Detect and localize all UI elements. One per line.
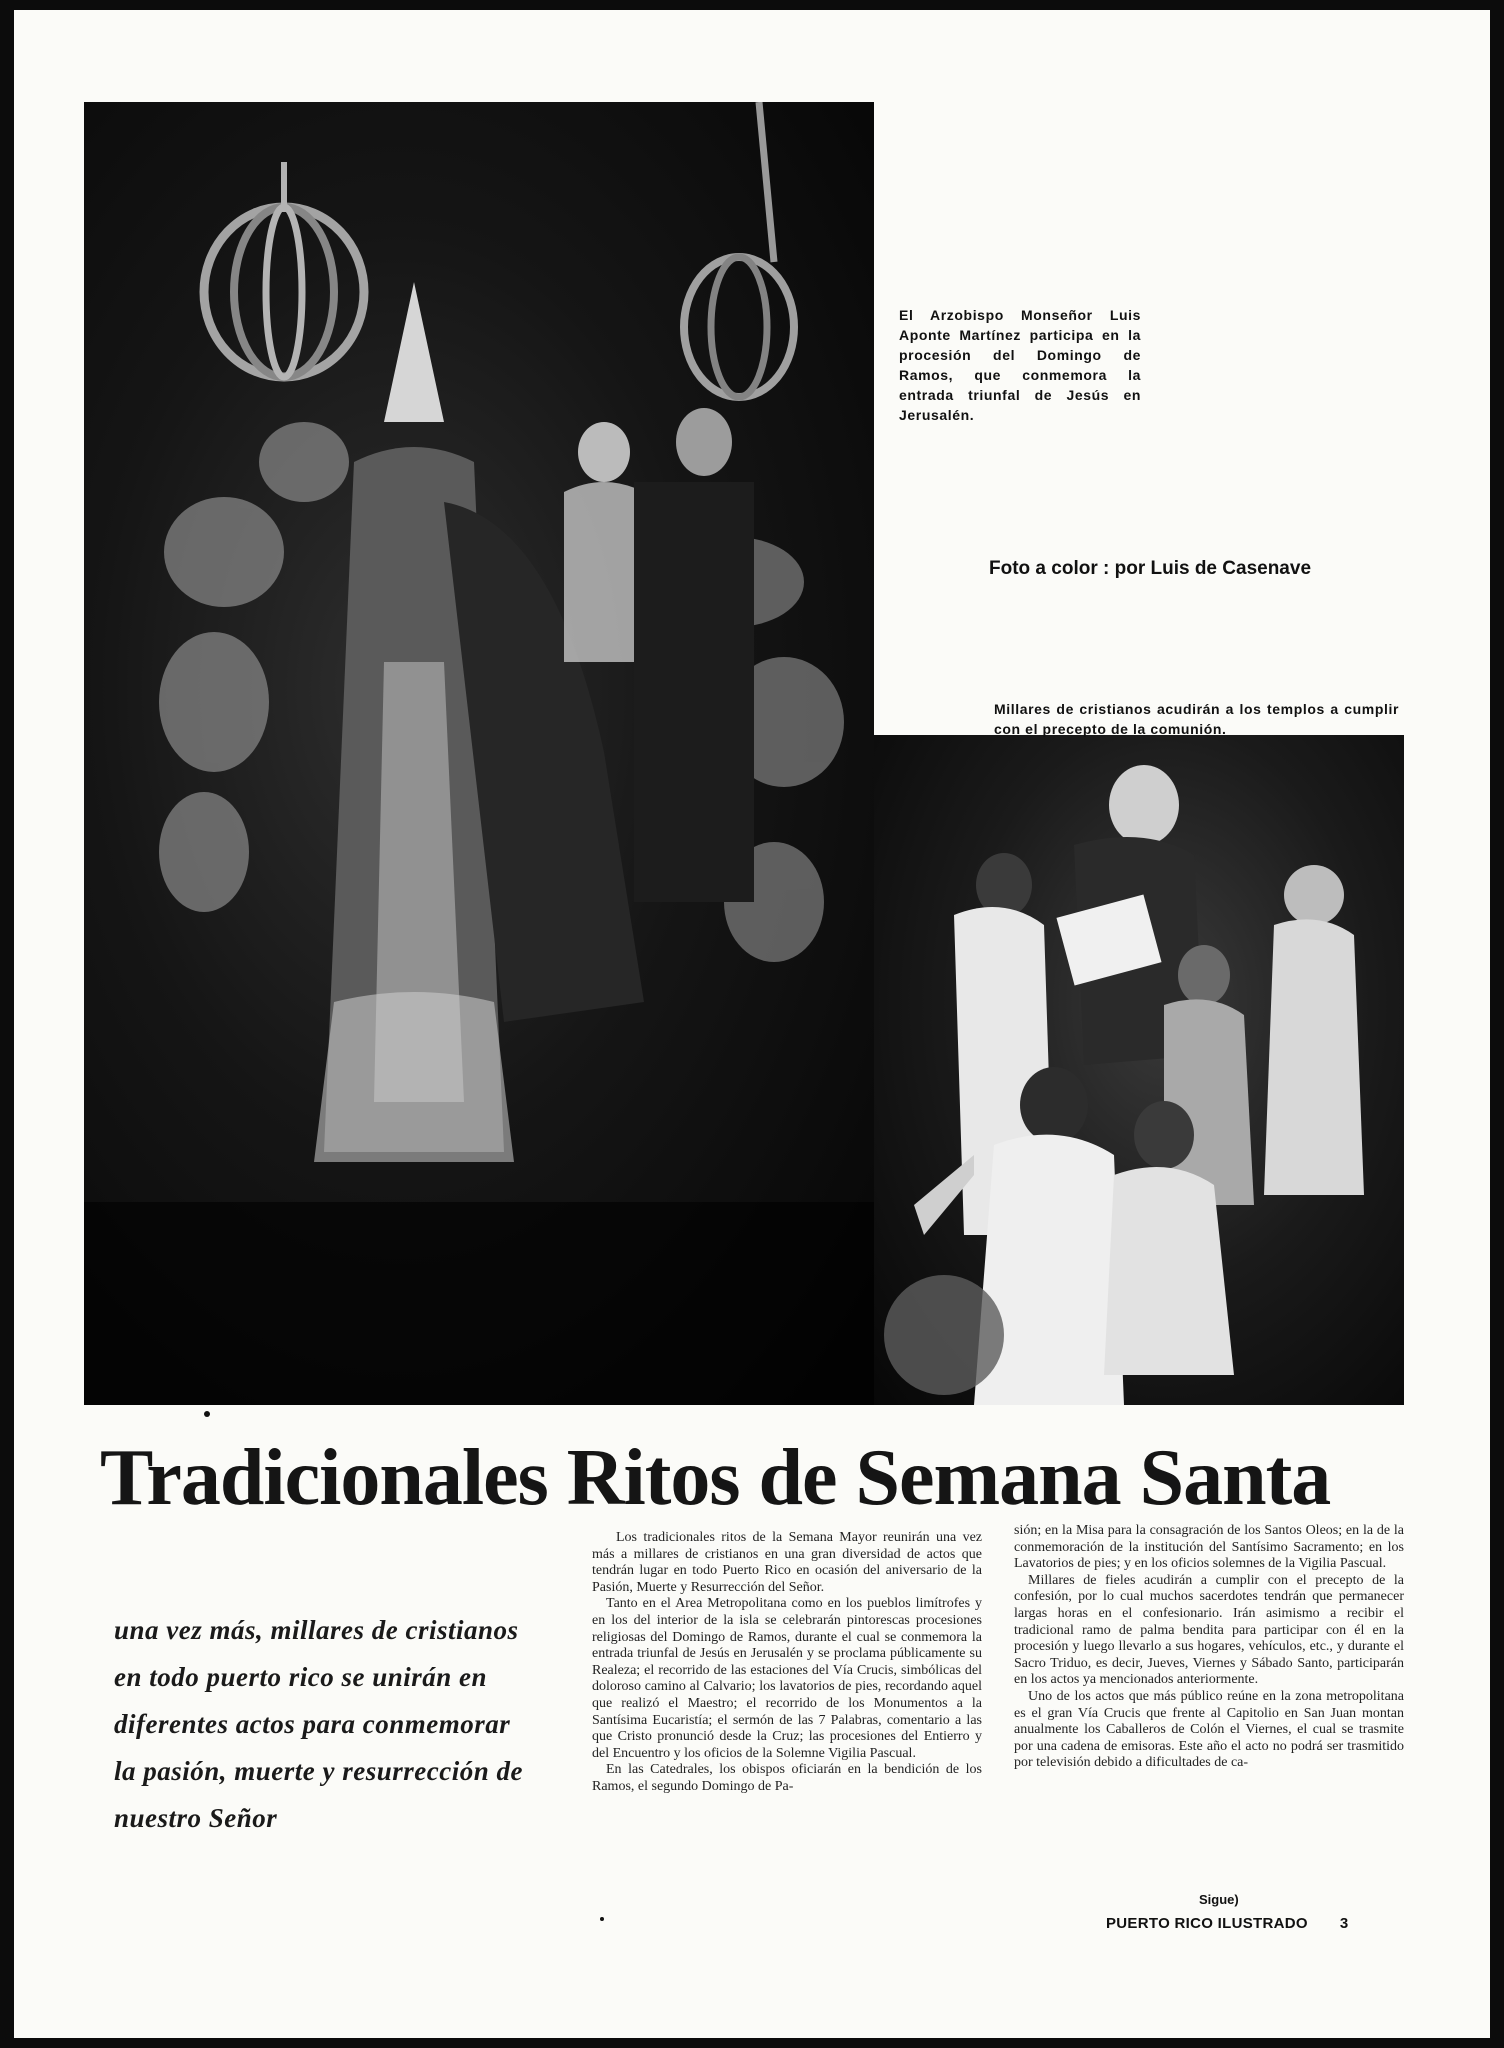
article-paragraph: Tanto en el Area Metropolitana como en los pueblos limítrofes y en los del interior de la isla se celebrarán pintorescas procesiones religiosas del Domingo de Ramos, durante el cual se conmemora la entrada triunfal de Jesús en Jerusalén y se proclama públicamente su Realeza; el recorrido de las estaciones del Vía Crucis, simbólicas del doloroso camino al Calvario; los lavatorios de pies, recordando aquel que realizó el Maestro; el recorrido de los Monumentos a la Santísima Eucaristía; el sermón de las 7 Palabras, comentario a las que Cristo pronunció desde la Cruz; las procesiones del Entierro y del Encuentro y los oficios de la Solemne Vigilia Pascual. bbox=[592, 1596, 982, 1761]
magazine-page bbox=[14, 10, 1490, 2038]
article-paragraph: En las Catedrales, los obispos oficiarán en la bendición de los Ramos, el segundo Domingo de Pa- bbox=[592, 1762, 982, 1794]
photo-credit: Foto a color : por Luis de Casenave bbox=[989, 558, 1312, 579]
continued-marker: Sigue) bbox=[1199, 1892, 1239, 1907]
article-column-2 bbox=[592, 1530, 982, 1910]
print-speck bbox=[600, 1917, 604, 1921]
article-subhead: una vez más, millares de cristianos en todo puerto rico se unirán en diferentes actos para conmemorar la pasión, muerte y resurrección de nuestro Señor bbox=[114, 1615, 523, 1833]
archbishop-caption: El Arzobispo Monseñor Luis Aponte Martínez participa en la procesión del Domingo de Ramos, que conmemora la entrada triunfal de Jesús en Jerusalén. bbox=[899, 307, 1141, 423]
communion-photo bbox=[874, 735, 1404, 1405]
publication-name: PUERTO RICO ILUSTRADO bbox=[1106, 1915, 1308, 1932]
procession-photo-illustration bbox=[84, 102, 874, 1405]
print-speck bbox=[204, 1411, 210, 1417]
article-paragraph: sión; en la Misa para la consagración de los Santos Oleos; en la de la conmemoración de la institución del Santísimo Sacramento; en los Lavatorios de pies; y en los oficios solemnes de la Vigilia Pascual. bbox=[1014, 1523, 1404, 1572]
communion-photo-illustration bbox=[874, 735, 1404, 1405]
article-paragraph: Los tradicionales ritos de la Semana Mayor reunirán una vez más a millares de cristianos en una gran diversidad de actos que tendrán lugar en todo Puerto Rico en ocasión del aniversario de la Pasión, Muerte y Resurrección del Señor. bbox=[592, 1530, 982, 1595]
page-title: Tradicionales Ritos de Semana Santa bbox=[100, 1434, 1331, 1522]
page-number: 3 bbox=[1339, 1915, 1349, 1932]
article-paragraph: Uno de los actos que más público reúne en la zona metropolitana es el gran Vía Crucis que frente al Capitolio en San Juan montan anualmente los Caballeros de Colón el Viernes, el cual se trasmite por una cadena de emisoras. Este año el acto no podrá ser trasmitido por televisión debido a dificultades de ca- bbox=[1014, 1688, 1404, 1771]
page-footer bbox=[1106, 1915, 1349, 1932]
article-column-3 bbox=[1014, 1523, 1404, 1772]
article-paragraph: Millares de fieles acudirán a cumplir con el precepto de la confesión, por lo cual muchos sacerdotes tendrán que permanecer largas horas en el confesionario. Irán asimismo a recibir el tradicional ramo de palma bendita para participar con él en la procesión y luego llevarlo a sus hogares, vehículos, etc., y durante el Sacro Triduo, es decir, Jueves, Viernes y Sábado Santo, participarán en los actos ya mencionados anteriormente. bbox=[1014, 1572, 1404, 1688]
communion-caption: Millares de cristianos acudirán a los templos a cumplir con el precepto de la comunión. bbox=[994, 701, 1399, 737]
procession-photo bbox=[84, 102, 874, 1405]
